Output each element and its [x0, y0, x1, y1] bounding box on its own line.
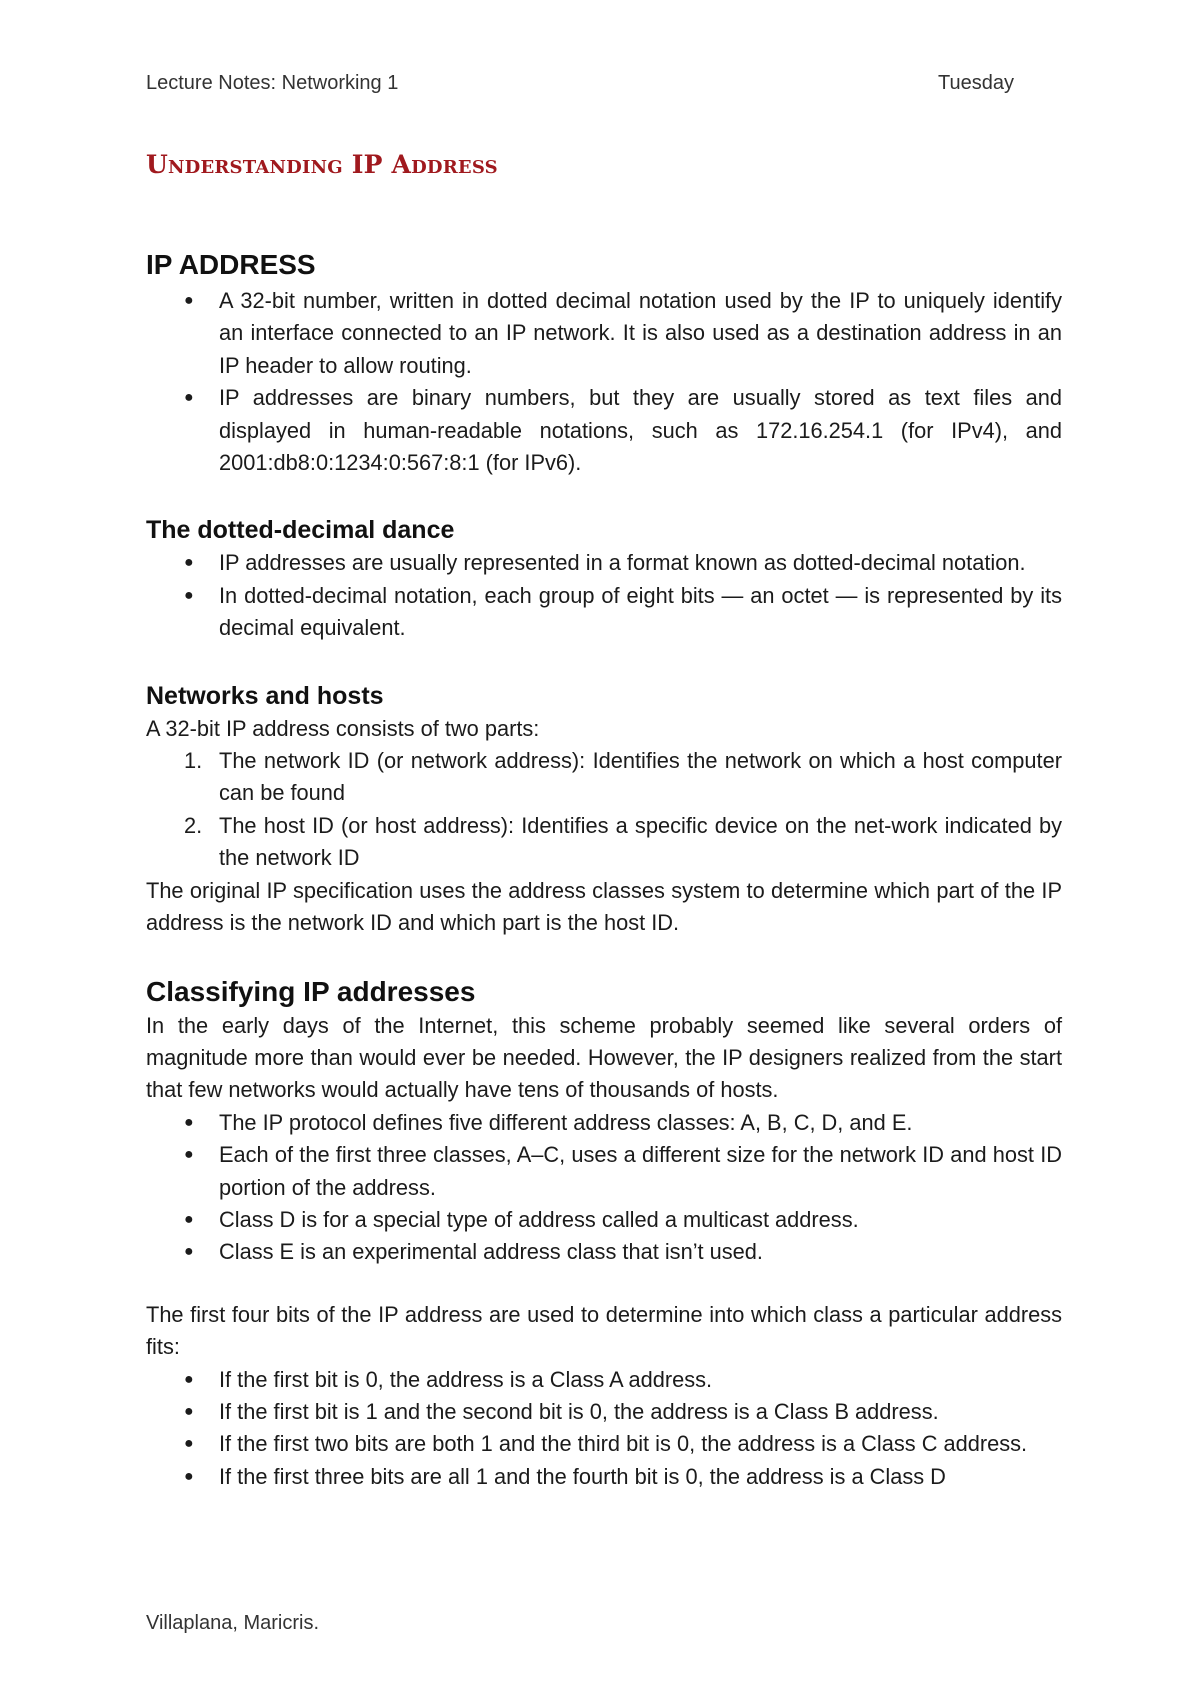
paragraph: The first four bits of the IP address are used to determine into which class a particular address fits: [146, 1301, 1062, 1360]
paragraph: A 32-bit IP address consists of two parts: [146, 715, 540, 741]
paragraph: In the early days of the Internet, this scheme probably seemed like several orders of magnitude more than would ever be needed. However, the IP designers realized from the start that few networks would actually have tens of thousands of hosts. [146, 1012, 1062, 1103]
list-item: ● Class D is for a special type of address called a multicast address. [146, 1204, 1062, 1236]
dotted-decimal-list [146, 547, 1062, 644]
list-number: 2. [184, 812, 203, 838]
paragraph: The original IP specification uses the address classes system to determine which part of the IP address is the network ID and which part is the host ID. [146, 877, 1062, 936]
page-title: Understanding IP Address [146, 150, 498, 179]
list-item: ● Each of the first three classes, A–C, uses a different size for the network ID and host ID portion of the address. [146, 1139, 1062, 1204]
list-item: ● If the first two bits are both 1 and the third bit is 0, the address is a Class C address. [146, 1428, 1062, 1460]
list-item [146, 745, 1062, 810]
page-footer-author: Villaplana, Maricris. [146, 1612, 320, 1634]
page-header [146, 72, 1014, 100]
list-item [146, 810, 1062, 875]
classes-list [146, 1107, 1062, 1269]
list-item: ● If the first bit is 0, the address is a Class A address. [146, 1364, 1062, 1396]
document-body [146, 248, 1062, 1493]
list-item-text: The network ID (or network address): Identifies the network on which a host computer can be found [219, 748, 1062, 806]
ip-address-list [146, 285, 1062, 479]
section-heading-networks-hosts: Networks and hosts [146, 681, 384, 710]
list-item: ● If the first three bits are all 1 and the fourth bit is 0, the address is a Class D [146, 1461, 1062, 1493]
list-item: ● IP addresses are binary numbers, but they are usually stored as text files and displayed in human-readable notations, such as 172.16.254.1 (for IPv4), and 2001:db8:0:1234:0:567:8:1 (for IPv6). [146, 382, 1062, 479]
list-item-text: The host ID (or host address): Identifies a specific device on the net-work indicated by the network ID [219, 812, 1062, 871]
class-bits-list [146, 1364, 1062, 1494]
header-day: Tuesday [938, 72, 1014, 94]
list-item: ● A 32-bit number, written in dotted decimal notation used by the IP to uniquely identify an interface connected to an IP network. It is also used as a destination address in an IP header to allow routing. [146, 285, 1062, 382]
list-item: ● IP addresses are usually represented in a format known as dotted-decimal notation. [146, 547, 1062, 579]
list-item: ● Class E is an experimental address class that isn’t used. [146, 1236, 1062, 1268]
networks-hosts-list [146, 745, 1062, 875]
section-heading-dotted-decimal: The dotted-decimal dance [146, 516, 455, 545]
section-heading-classifying: Classifying IP addresses [146, 975, 476, 1007]
list-item: ● If the first bit is 1 and the second bit is 0, the address is a Class B address. [146, 1396, 1062, 1428]
header-course: Lecture Notes: Networking 1 [146, 72, 399, 94]
section-heading-ip-address: IP ADDRESS [146, 249, 316, 280]
list-item: ● In dotted-decimal notation, each group of eight bits — an octet — is represented by its decimal equivalent. [146, 580, 1062, 645]
list-item: ● The IP protocol defines five different address classes: A, B, C, D, and E. [146, 1107, 1062, 1139]
list-number: 1. [184, 748, 203, 774]
